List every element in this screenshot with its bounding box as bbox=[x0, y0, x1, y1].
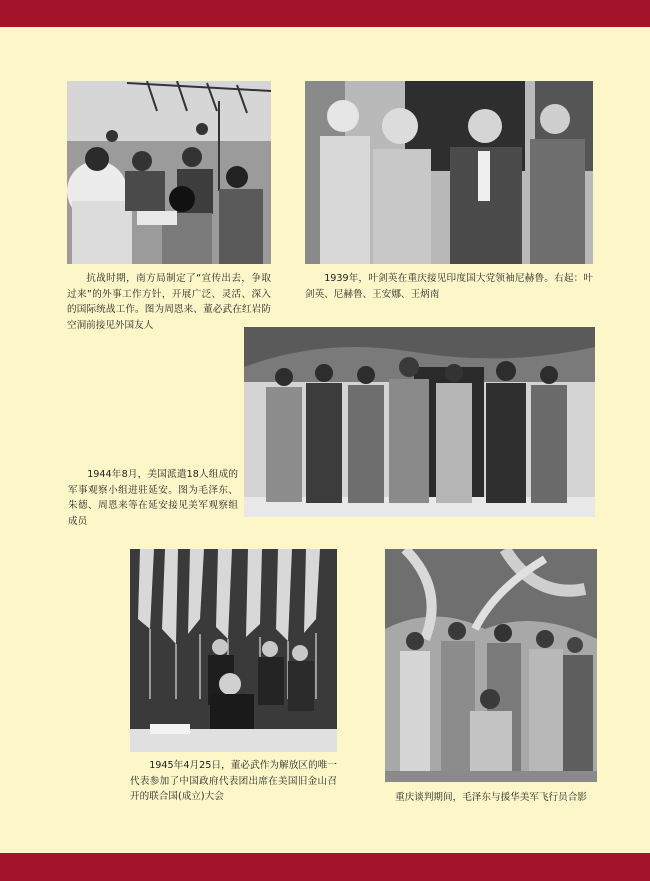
caption-un-conference-signing bbox=[130, 758, 337, 805]
caption-text: 抗战时期，南方局制定了“宣传出去，争取过来”的外事工作方针，开展广泛、灵活、深入的国际统战工作。图为周恩来、董必武在红岩防空洞前接见外国友人 bbox=[67, 273, 271, 331]
bottom-banner bbox=[0, 853, 650, 881]
photo-un-conference-signing bbox=[130, 549, 337, 752]
photo-nehru-visit bbox=[305, 81, 593, 264]
caption-red-rock-meeting bbox=[67, 271, 271, 333]
photo-yanan-observer-group bbox=[244, 327, 595, 517]
caption-text: 1939年，叶剑英在重庆接见印度国大党领袖尼赫鲁。右起：叶剑英、尼赫鲁、王安娜、王炳南 bbox=[305, 273, 593, 300]
caption-yanan-observer-group bbox=[68, 467, 238, 529]
caption-nehru-visit bbox=[305, 271, 593, 302]
caption-text: 1944年8月，美国派遣18人组成的军事观察小组进驻延安。图为毛泽东、朱德、周恩来等在延安接见美军观察组成员 bbox=[68, 469, 238, 527]
photo-pilots-group bbox=[385, 549, 597, 782]
caption-text: 1945年4月25日，董必武作为解放区的唯一代表参加了中国政府代表团出席在美国旧金山召开的联合国(成立)大会 bbox=[130, 760, 337, 802]
photo-red-rock-meeting bbox=[67, 81, 271, 264]
top-banner bbox=[0, 0, 650, 27]
caption-text: 重庆谈判期间，毛泽东与援华美军飞行员合影 bbox=[395, 792, 587, 803]
caption-pilots-group bbox=[385, 790, 597, 806]
